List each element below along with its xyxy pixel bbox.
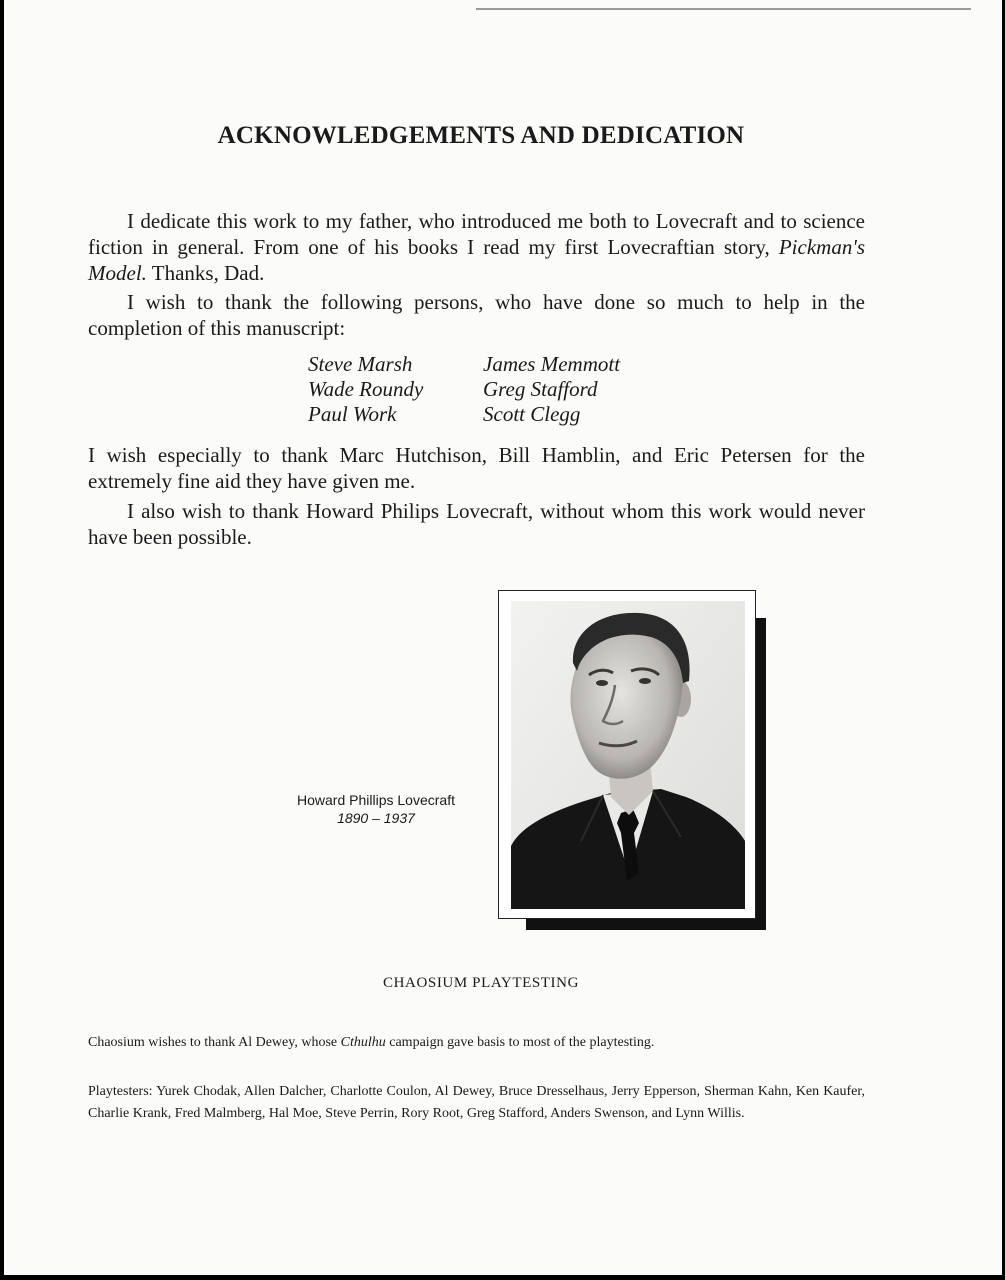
playtesters-list: Playtesters: Yurek Chodak, Allen Dalcher, Charlotte Coulon, Al Dewey, Bruce Dresselhaus, Jerry Epperson, Sherman Kahn, Ken Kaufer, Charlie Krank, Fred Malmberg, Hal Moe, Steve Perrin, Rory Root, Greg Stafford, Anders Swenson, and Lynn Willis. bbox=[88, 1084, 865, 1121]
caption-name: Howard Phillips Lovecraft bbox=[297, 792, 455, 808]
name-item: Steve Marsh bbox=[308, 352, 413, 376]
thanks-paragraph: I wish to thank the following persons, who have done so much to help in the completion of this manuscript: bbox=[88, 290, 865, 340]
playtesting-thanks-end: campaign gave basis to most of the playtesting. bbox=[385, 1035, 655, 1050]
name-item: Greg Stafford bbox=[483, 377, 598, 401]
playtesting-heading: CHAOSIUM PLAYTESTING bbox=[382, 975, 580, 991]
name-item: James Memmott bbox=[483, 352, 621, 376]
dedication-text: I dedicate this work to my father, who introduced me both to Lovecraft and to science fiction in general. From one of his books I read my first Lovecraftian story, bbox=[88, 209, 865, 259]
page-title: ACKNOWLEDGEMENTS AND DEDICATION bbox=[217, 122, 745, 149]
name-item: Scott Clegg bbox=[483, 402, 581, 426]
name-item: Paul Work bbox=[308, 402, 397, 426]
portrait-photo bbox=[498, 590, 756, 919]
page bbox=[4, 0, 1002, 1275]
portrait-image bbox=[511, 601, 745, 909]
caption-years: 1890 – 1937 bbox=[337, 810, 415, 826]
name-item: Wade Roundy bbox=[308, 377, 424, 401]
lovecraft-thanks-paragraph: I also wish to thank Howard Philips Lovecraft, without whom this work would never have been possible. bbox=[88, 499, 865, 549]
campaign-title: Cthulhu bbox=[340, 1035, 386, 1050]
special-thanks-paragraph: I wish especially to thank Marc Hutchison, Bill Hamblin, and Eric Petersen for the extremely fine aid they have given me. bbox=[88, 443, 865, 493]
names-column-right bbox=[483, 352, 620, 427]
top-rule bbox=[476, 8, 971, 10]
dedication-thanks: Thanks, Dad. bbox=[146, 261, 265, 285]
playtesting-thanks bbox=[88, 1032, 865, 1054]
playtesting-thanks-text: Chaosium wishes to thank Al Dewey, whose bbox=[88, 1035, 341, 1050]
dedication-paragraph bbox=[88, 208, 865, 286]
story-title: Pickman's Model. bbox=[88, 235, 865, 285]
photo-caption bbox=[266, 791, 486, 827]
names-column-left bbox=[308, 352, 423, 427]
